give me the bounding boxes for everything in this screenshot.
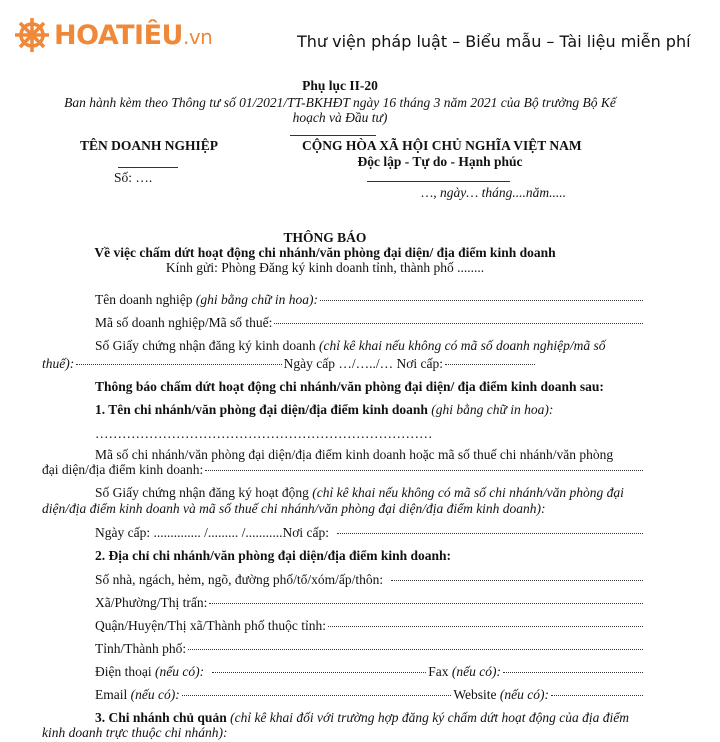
divider xyxy=(290,135,376,136)
district-field[interactable] xyxy=(95,618,645,634)
dotted-fill xyxy=(209,603,643,604)
divider xyxy=(367,181,510,182)
note: (chỉ kê khai đối với trường hợp đăng ký chấm dứt hoạt động của địa điểm xyxy=(230,710,629,725)
website-label: Website xyxy=(453,687,497,702)
logo-text: HOATIÊU.vn xyxy=(54,19,213,51)
place-label: Nơi cấp: xyxy=(282,525,329,540)
email-website-field[interactable] xyxy=(95,687,645,703)
label: Số Giấy chứng nhận đăng ký kinh doanh xyxy=(95,338,316,353)
label: Số nhà, ngách, hẻm, ngõ, đường phố/tổ/xóm/ấp/thôn: xyxy=(95,572,384,587)
dotted-fill xyxy=(76,364,281,365)
phone-label: Điện thoại xyxy=(95,664,152,679)
cert-date-label: Ngày cấp …/…../… Nơi cấp: xyxy=(283,356,443,371)
section-3-note: kinh doanh trực thuộc chi nhánh): xyxy=(42,725,228,740)
section-2-heading: 2. Địa chỉ chi nhánh/văn phòng đại diện/địa điểm kinh doanh: xyxy=(95,548,452,563)
cert-field[interactable] xyxy=(42,356,537,372)
dotted-fill xyxy=(445,364,535,365)
note: (chỉ kê khai nếu không có mã số doanh nghiệp/mã số xyxy=(319,338,606,353)
ward-field[interactable] xyxy=(95,595,645,611)
op-cert-line-2: diện/địa điểm kinh doanh và mã số thuế chi nhánh/văn phòng đại diện/địa điểm kinh doanh): xyxy=(42,501,546,516)
motto: Độc lập - Tự do - Hạnh phúc xyxy=(357,154,523,169)
note: (nếu có): xyxy=(155,664,205,679)
label: Tỉnh/Thành phố: xyxy=(95,641,187,656)
label: Tên doanh nghiệp xyxy=(95,292,193,307)
divider xyxy=(118,167,178,168)
note: (nếu có): xyxy=(499,687,549,702)
notice-heading: Thông báo chấm dứt hoạt động chi nhánh/văn phòng đại diện/ địa điểm kinh doanh sau: xyxy=(95,379,604,394)
dotted-fill xyxy=(503,672,643,673)
fax-label: Fax xyxy=(428,664,449,679)
heading: 1. Tên chi nhánh/văn phòng đại diện/địa điểm kinh doanh xyxy=(95,402,428,417)
label: Số Giấy chứng nhận đăng ký hoạt động xyxy=(95,485,309,500)
date-line: …, ngày… tháng....năm..... xyxy=(421,185,566,200)
note: (chỉ kê khai nếu không có mã số chi nhánh/văn phòng đại xyxy=(312,485,624,500)
branch-code-field[interactable] xyxy=(42,462,645,478)
province-field[interactable] xyxy=(95,641,645,657)
label: đại diện/địa điểm kinh doanh: xyxy=(42,462,204,477)
op-cert-date-field[interactable] xyxy=(95,525,645,541)
ship-wheel-icon xyxy=(14,17,50,53)
heading: 3. Chi nhánh chủ quản xyxy=(95,710,227,725)
note: (nếu có): xyxy=(130,687,180,702)
issued-by-line-1: Ban hành kèm theo Thông tư số 01/2021/TT-BKHĐT ngày 16 tháng 3 năm 2021 của Bộ trưởng Bộ Kế xyxy=(64,95,616,110)
dotted-fill xyxy=(391,580,643,581)
street-field[interactable] xyxy=(95,572,645,588)
note: (ghi bằng chữ in hoa): xyxy=(195,292,318,307)
company-name-field[interactable] xyxy=(95,292,645,308)
note: (ghi bằng chữ in hoa): xyxy=(431,402,554,417)
dotted-fill xyxy=(212,672,426,673)
phone-fax-field[interactable] xyxy=(95,664,645,680)
dotted-fill xyxy=(182,695,452,696)
hoatieu-logo[interactable] xyxy=(14,17,212,53)
label: Quận/Huyện/Thị xã/Thành phố thuộc tỉnh: xyxy=(95,618,326,633)
dotted-fill xyxy=(274,323,643,324)
dotted-fill xyxy=(337,533,643,534)
email-label: Email xyxy=(95,687,128,702)
dotted-fill xyxy=(328,626,643,627)
republic-heading: CỘNG HÒA XÃ HỘI CHỦ NGHĨA VIỆT NAM xyxy=(302,138,582,153)
company-name-heading: TÊN DOANH NGHIỆP xyxy=(80,138,219,153)
branch-code-line-1: Mã số chi nhánh/văn phòng đại diện/địa điểm kinh doanh hoặc mã số thuế chi nhánh/văn phòng xyxy=(95,447,614,462)
cert-label-line xyxy=(95,338,606,354)
section-3-heading xyxy=(95,710,629,726)
dotted-fill xyxy=(188,649,643,650)
document-number: Số: …. xyxy=(114,170,153,185)
label: Xã/Phường/Thị trấn: xyxy=(95,595,208,610)
dotted-fill xyxy=(205,470,643,471)
notice-title: THÔNG BÁO xyxy=(283,230,367,245)
appendix-title: Phụ lục II-20 xyxy=(302,78,378,93)
note: (nếu có): xyxy=(451,664,501,679)
tax-code-field[interactable] xyxy=(95,315,645,331)
recipient: Kính gửi: Phòng Đăng ký kinh doanh tỉnh, thành phố ........ xyxy=(165,260,485,275)
issued-by-line-2: hoạch và Đầu tư) xyxy=(292,110,388,125)
section-1-heading xyxy=(95,402,553,418)
dotted-fill xyxy=(551,695,643,696)
date-label: Ngày cấp: .............. /......... /........... xyxy=(95,525,283,540)
dotted-fill xyxy=(320,300,643,301)
label: Mã số doanh nghiệp/Mã số thuế: xyxy=(95,315,273,330)
notice-subject: Về việc chấm dứt hoạt động chi nhánh/văn phòng đại diện/ địa điểm kinh doanh xyxy=(94,245,556,260)
op-cert-line-1 xyxy=(95,485,624,501)
note: thuế): xyxy=(42,356,75,371)
tagline: Thư viện pháp luật – Biểu mẫu – Tài liệu miễn phí xyxy=(297,32,691,51)
branch-name-field[interactable]: ………………………………………………………………… xyxy=(95,426,433,441)
